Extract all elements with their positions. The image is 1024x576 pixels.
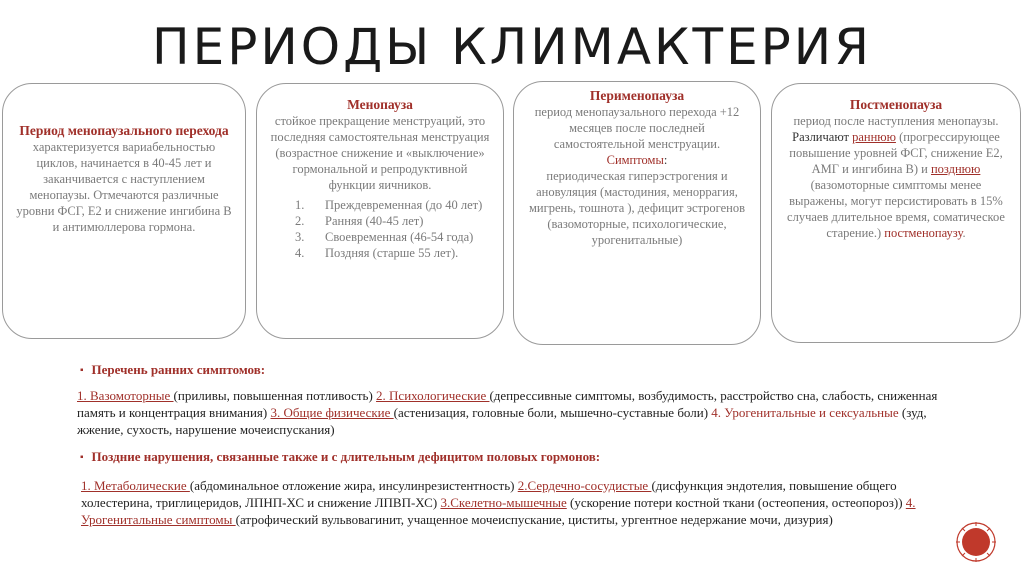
card-text: стойкое прекращение менструаций, это последняя самостоятельная менструация (возрастное снижение и «выключение» гормональной и репродуктивной функции яичников. (270, 114, 490, 192)
late-disorders-text: 1. Метаболические (абдоминальное отложение жира, инсулинрезистентность) 2.Сердечно-сосудистые (дисфункция эндотелия, повышение общего холестерина, триглицеридов, ЛПНП-ХС и снижение ЛПВП-ХС) 3.Скелетно-мышечные (ускорение потери костной ткани (остеопения, остеопороз)) 4. Урогенитальные симптомы (атрофический вульвовагинит, учащенное мочеиспускание, циститы, ургентное недержание мочи, дизурия) (81, 478, 916, 527)
bullet-icon: ▪ (80, 365, 84, 376)
early-symptoms-header: ▪ Перечень ранних симптомов: (80, 362, 266, 377)
list-item: 4. Поздняя (старше 55 лет). (295, 246, 459, 260)
card-title: Постменопауза (849, 97, 943, 112)
early-symptoms-text: 1. Вазомоторные (приливы, повышенная потливость) 2. Психологические (депрессивные симптомы, возбудимость, расстройство сна, слабость, сниженная память и концентрация внимания) 3. Общие физические (астенизация, головные боли, мышечно-суставные боли) 4. Урогенитальные и сексуальные (зуд, жжение, сухость, нарушение мочеиспускания) (77, 388, 938, 437)
link-musculoskeletal[interactable]: 3.Скелетно-мышечные (440, 495, 567, 510)
list-item: 3. Своевременная (46-54 года) (295, 230, 474, 244)
late-term: позднюю (930, 162, 981, 176)
card-text: характеризуется вариабельностью циклов, начинается в 40-45 лет и заканчивается с наступлением менопаузы. Отмечаются различные уровни ФСГ, Е2 и снижение ингибина В и антимюллерова гормона. (16, 140, 232, 234)
link-physical[interactable]: 3. Общие физические (270, 405, 394, 420)
symptoms-text: периодическая гиперэстрогения и ановуляция (мастодиния, меноррагия, мигрень, тошнота ), дефицит эстрогенов (вазомоторные, психологические, урогенитальные) (528, 169, 745, 247)
page-title: ПЕРИОДЫ КЛИМАКТЕРИЯ (152, 18, 872, 76)
list-item: 1. Преждевременная (до 40 лет) (295, 198, 483, 212)
card-text: период менопаузального перехода +12 месяцев после последней самостоятельной менструации. (534, 105, 740, 151)
menopause-types-list (269, 197, 491, 261)
card-title: Менопауза (347, 97, 413, 112)
link-urogenital[interactable]: 4. Урогенитальные симптомы (81, 495, 916, 527)
card-postmenopause (771, 83, 1021, 343)
urogenital-term: 4. Урогенитальные и сексуальные (711, 405, 899, 420)
card-text-detail: Различают раннюю (прогрессирующее повышение уровней ФСГ, снижение Е2, АМГ и ингибина В) и позднюю (вазомоторные симптомы менее выражены, могут персистировать в 15% случаев длительное время, соматическое старение.) постменопаузу. (787, 130, 1005, 240)
card-menopausal-transition (2, 83, 246, 339)
late-disorders-header: ▪ Поздние нарушения, связанные также и с длительным дефицитом половых гормонов: (80, 449, 601, 464)
card-text: период после наступления менопаузы. (793, 114, 999, 128)
symptoms-label: Симптомы (606, 153, 664, 167)
list-item: 2. Ранняя (40-45 лет) (295, 214, 424, 228)
early-term: раннюю (852, 130, 896, 144)
link-metabolic[interactable]: 1. Метаболические (81, 478, 190, 493)
link-psychological[interactable]: 2. Психологические (376, 388, 490, 403)
postmenopause-term: постменопаузу (884, 226, 963, 240)
card-perimenopause: Перименопауза период менопаузального перехода +12 месяцев после последней самостоятельной менструации. Симптомы: периодическая гиперэстрогения и ановуляция (мастодиния, меноррагия, мигрень, тошнота ), дефицит эстрогенов (вазомоторные, психологические, урогенитальные) (513, 81, 761, 345)
bullet-icon: ▪ (80, 452, 84, 463)
link-vasomotor[interactable]: 1. Вазомоторные (77, 388, 174, 403)
link-cardiovascular[interactable]: 2.Сердечно-сосудистые (517, 478, 652, 493)
card-menopause (256, 83, 504, 339)
card-title: Перименопауза (589, 88, 685, 103)
card-title: Период менопаузального перехода (19, 123, 229, 138)
ornament-icon (955, 521, 997, 563)
